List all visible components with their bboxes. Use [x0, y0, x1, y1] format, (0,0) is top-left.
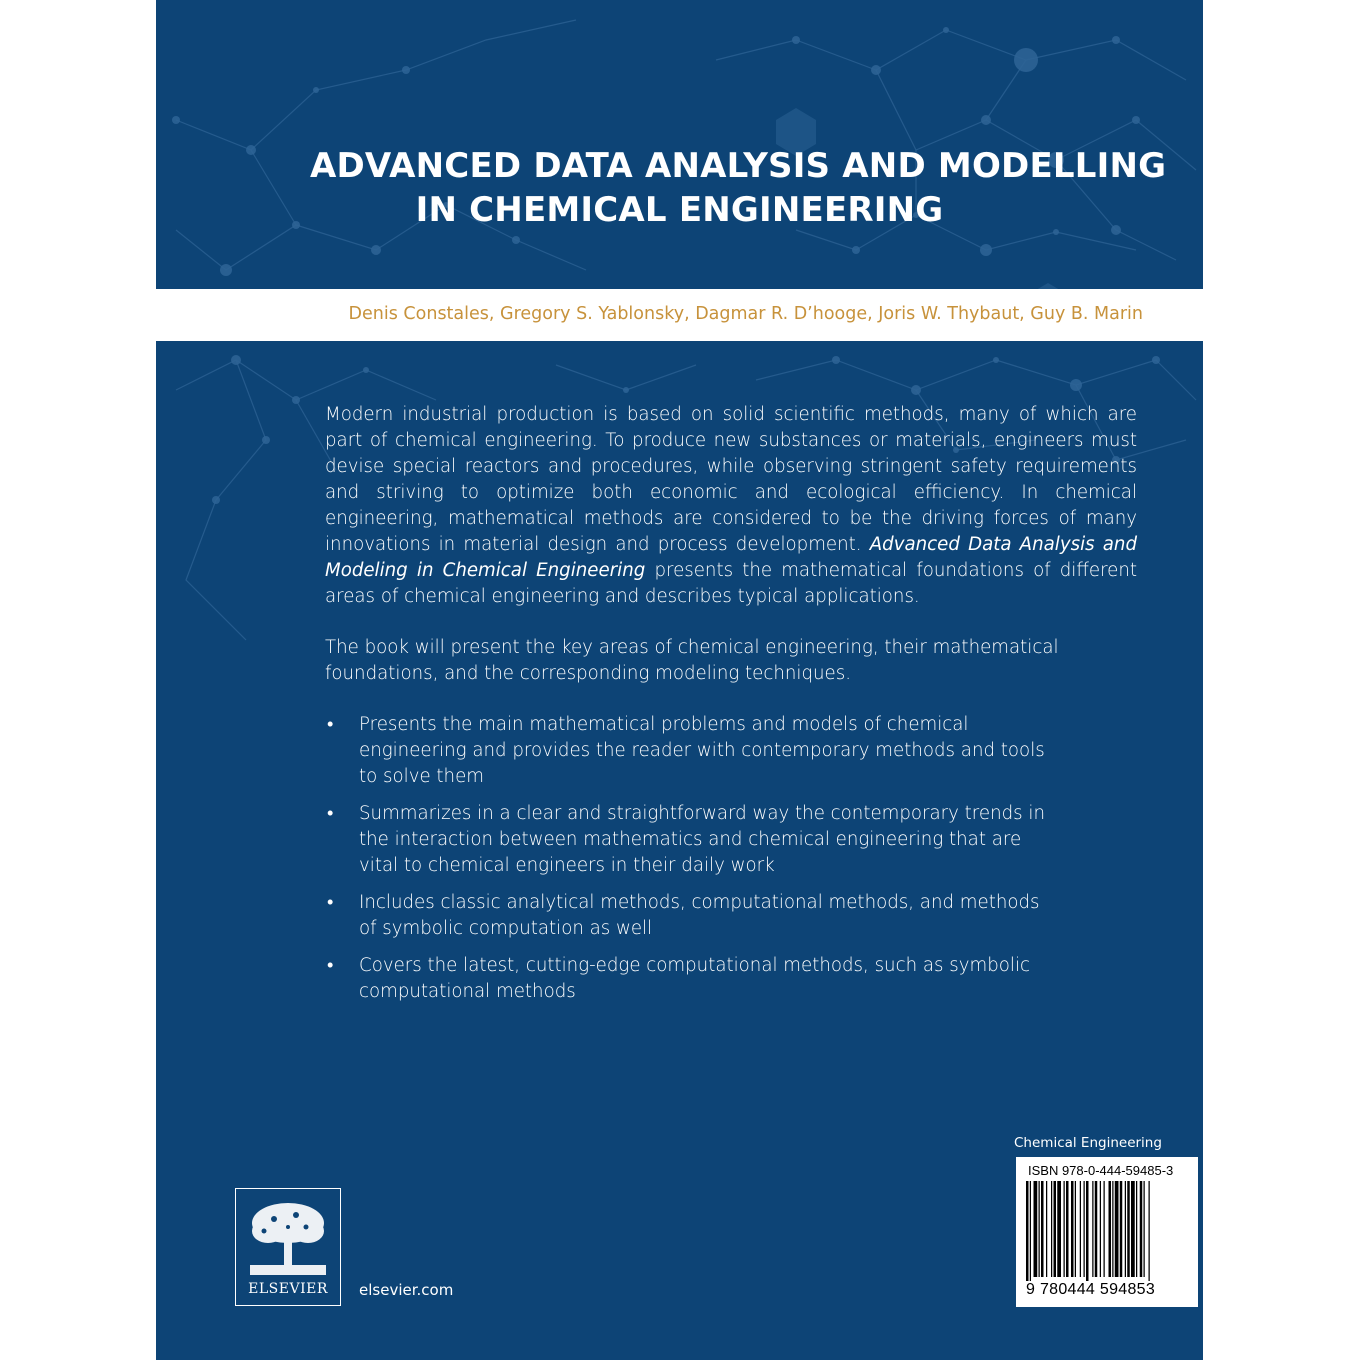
barcode-bar	[1127, 1181, 1130, 1277]
barcode-bar	[1080, 1181, 1081, 1277]
barcode-bar	[1095, 1181, 1098, 1277]
barcode-bar	[1030, 1181, 1031, 1281]
barcode-bar	[1086, 1181, 1089, 1281]
feature-item: • Includes classic analytical methods, computational methods, and methods of symbolic computation as well	[327, 892, 1040, 939]
barcode-bar	[1144, 1181, 1145, 1277]
publisher-logo	[235, 1188, 341, 1306]
publisher-website[interactable]: elsevier.com	[359, 1281, 454, 1299]
para1-end: presents the mathematical foundations of different areas of chemical engineering and describes typical applications.	[325, 560, 1137, 607]
back-cover	[156, 0, 1203, 1360]
barcode-bar	[1046, 1181, 1047, 1277]
barcode-bar	[1057, 1181, 1061, 1277]
barcode-bar	[1054, 1181, 1057, 1277]
barcode-bar	[1026, 1181, 1029, 1281]
description	[325, 402, 1137, 1016]
barcode-bar	[1051, 1181, 1052, 1277]
barcode-bar	[1100, 1181, 1101, 1277]
barcode-bar	[1071, 1181, 1074, 1277]
barcode-bar	[1064, 1181, 1065, 1277]
bullet-icon: •	[327, 803, 334, 824]
barcode-bar	[1039, 1181, 1040, 1277]
barcode-bar	[1112, 1181, 1113, 1277]
barcode-bar	[1140, 1181, 1143, 1277]
barcode-bar	[1131, 1181, 1135, 1277]
title-line-2: IN CHEMICAL ENGINEERING	[415, 190, 944, 230]
barcode	[1016, 1157, 1198, 1307]
subject-category: Chemical Engineering	[1014, 1135, 1162, 1151]
para1-italic-title: Advanced Data Analysis and Modeling in Chemical Engineering	[325, 534, 1137, 581]
book-title	[156, 144, 1203, 232]
barcode-bar	[1084, 1181, 1085, 1277]
feature-list	[325, 712, 1045, 1005]
barcode-bar	[1034, 1181, 1038, 1277]
barcode-bar	[1104, 1181, 1105, 1277]
barcode-bar	[1120, 1181, 1123, 1277]
bullet-icon: •	[327, 892, 334, 913]
description-paragraph-2: The book will present the key areas of chemical engineering, their mathematical foundations, and the corresponding modeling techniques.	[325, 637, 1059, 684]
barcode-bar	[1125, 1181, 1126, 1277]
barcode-bar	[1075, 1181, 1076, 1277]
feature-item: • Presents the main mathematical problems and models of chemical engineering and provides the reader with contemporary methods and tools to solve them	[327, 714, 1045, 787]
barcode-bar	[1109, 1181, 1112, 1277]
title-line-1: ADVANCED DATA ANALYSIS AND MODELLING	[310, 146, 1167, 186]
authors: Denis Constales, Gregory S. Yablonsky, Dagmar R. D’hooge, Joris W. Thybaut, Guy B. Marin	[348, 304, 1143, 324]
barcode-bar	[1136, 1181, 1137, 1277]
isbn-label: ISBN 978-0-444-59485-3	[1028, 1163, 1174, 1178]
bullet-icon: •	[327, 714, 334, 735]
publisher-name: ELSEVIER	[248, 1281, 328, 1297]
barcode-bar	[1041, 1181, 1044, 1277]
tree-icon	[244, 1197, 332, 1281]
para1-start: Modern industrial production is based on solid scientific methods, many of which are part of chemical engineering. To produce new substances or materials, engineers must devise special reactors and procedures, while observing stringent safety requirements and striving to optimize both economic and ecological efficiency. In chemical engineering, mathematical methods are considered to be the driving forces of many innovations in material design and process development.	[325, 404, 1137, 555]
barcode-bars	[1026, 1181, 1188, 1281]
bullet-icon: •	[327, 955, 334, 976]
barcode-bar	[1149, 1181, 1150, 1281]
barcode-bar	[1092, 1181, 1093, 1277]
barcode-bar	[1066, 1181, 1069, 1277]
feature-item: • Covers the latest, cutting-edge computational methods, such as symbolic computational methods	[327, 955, 1031, 1002]
feature-item: • Summarizes in a clear and straightforward way the contemporary trends in the interaction between mathematics and chemical engineering that are vital to chemical engineers in their daily work	[327, 803, 1045, 876]
barcode-digits: 9 780444 594853	[1026, 1281, 1156, 1298]
authors-band	[156, 289, 1203, 341]
barcode-bar	[1115, 1181, 1119, 1277]
description-paragraph-1	[325, 402, 1137, 610]
